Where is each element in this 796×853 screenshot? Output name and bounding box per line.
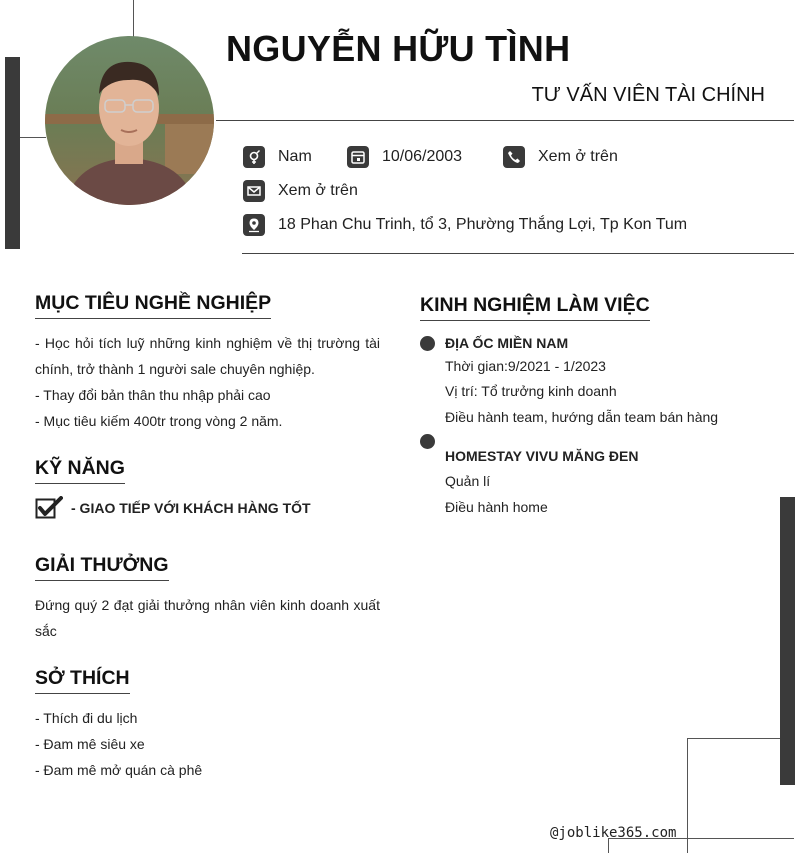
skills-heading: KỸ NĂNG — [35, 457, 125, 484]
contact-email — [243, 180, 358, 202]
checkbox-checked-icon — [35, 496, 63, 520]
envelope-icon — [243, 180, 265, 202]
location-pin-icon — [243, 214, 265, 236]
job-line: Điều hành team, hướng dẫn team bán hàng — [445, 409, 719, 425]
skill-item — [35, 496, 311, 520]
job-company: HOMESTAY VIVU MĂNG ĐEN — [445, 448, 639, 464]
phone-value: Xem ở trên — [538, 148, 618, 165]
hobby-item: - Đam mê mở quán cà phê — [35, 762, 203, 778]
hobbies-heading: SỞ THÍCH — [35, 667, 130, 694]
hobby-item: - Thích đi du lịch — [35, 710, 138, 726]
contact-gender — [243, 146, 312, 168]
awards-line: Đứng quý 2 đạt giải thưởng nhân viên kinh doanh xuất — [35, 597, 380, 613]
phone-icon — [503, 146, 525, 168]
job-line: Điều hành home — [445, 499, 548, 515]
objective-line: - Học hỏi tích luỹ những kinh nghiệm về thị trường tài — [35, 335, 380, 351]
job-title: TƯ VẤN VIÊN TÀI CHÍNH — [531, 84, 765, 106]
decor-line-top — [133, 0, 134, 38]
contact-divider — [242, 253, 794, 254]
watermark: @joblike365.com — [550, 825, 677, 841]
decor-line-left — [20, 137, 46, 138]
gender-value: Nam — [278, 148, 312, 165]
birthday-value: 10/06/2003 — [382, 148, 463, 165]
awards-heading: GIẢI THƯỞNG — [35, 554, 169, 581]
timeline-dot — [420, 336, 435, 351]
objective-line: - Mục tiêu kiếm 400tr trong vòng 2 năm. — [35, 413, 283, 429]
skill-label: - GIAO TIẾP VỚI KHÁCH HÀNG TỐT — [71, 500, 311, 516]
contact-phone — [503, 146, 618, 168]
header-divider — [216, 120, 794, 121]
objective-text — [35, 330, 380, 434]
decor-box-bottom-right — [687, 738, 780, 853]
job-line: Vị trí: Tổ trưởng kinh doanh — [445, 383, 617, 399]
objective-heading: MỤC TIÊU NGHỀ NGHIỆP — [35, 292, 271, 319]
contact-birthday — [347, 146, 462, 168]
hobbies-list — [35, 705, 380, 783]
objective-line: - Thay đổi bản thân thu nhập phải cao — [35, 387, 271, 403]
job-line: Quản lí — [445, 473, 491, 489]
awards-line: sắc — [35, 623, 57, 639]
contact-address — [243, 214, 687, 236]
awards-text — [35, 592, 380, 644]
gender-icon — [243, 146, 265, 168]
decor-bar-left — [5, 57, 20, 249]
email-value: Xem ở trên — [278, 182, 358, 199]
decor-bar-right — [780, 497, 795, 785]
calendar-icon — [347, 146, 369, 168]
candidate-name: NGUYỄN HỮU TÌNH — [226, 28, 571, 69]
job-line: Thời gian:9/2021 - 1/2023 — [445, 358, 606, 374]
job-company: ĐỊA ỐC MIỀN NAM — [445, 335, 569, 351]
experience-heading: KINH NGHIỆM LÀM VIỆC — [420, 294, 650, 321]
timeline-dot — [420, 434, 435, 449]
hobby-item: - Đam mê siêu xe — [35, 736, 145, 752]
address-value: 18 Phan Chu Trinh, tổ 3, Phường Thắng Lợi, Tp Kon Tum — [278, 216, 688, 233]
objective-line: chính, trở thành 1 người sale chuyên nghiệp. — [35, 361, 315, 377]
avatar — [45, 36, 214, 205]
